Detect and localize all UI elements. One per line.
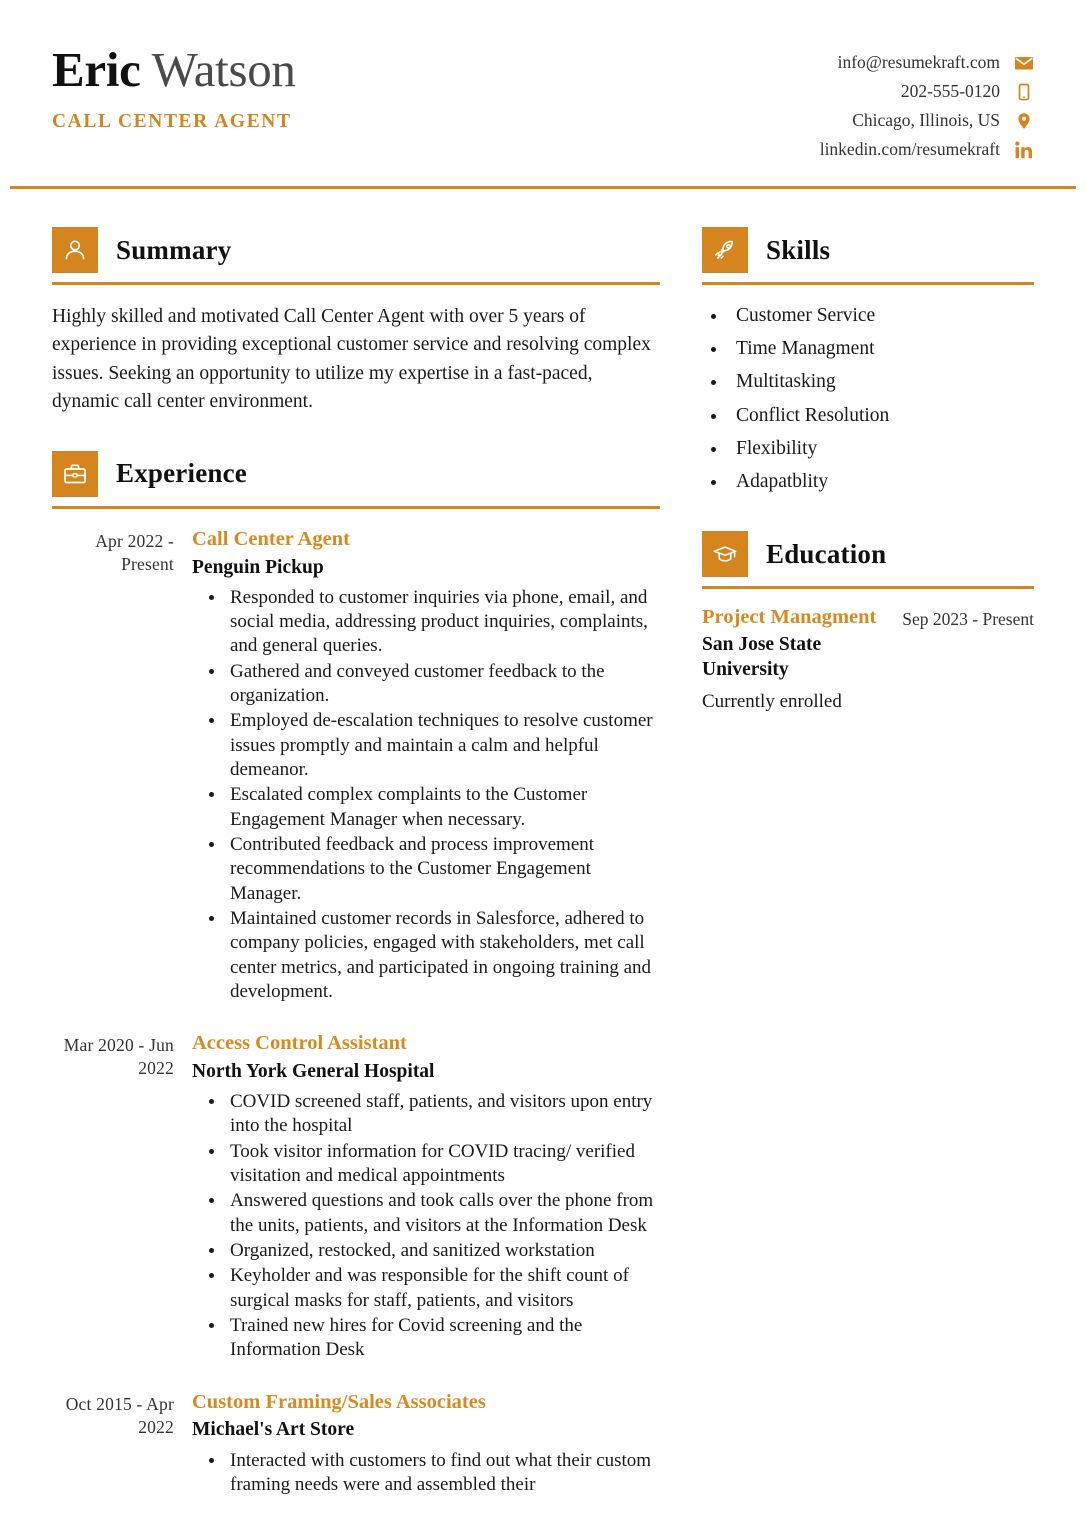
education-heading-row (702, 531, 1034, 577)
experience-bullets (192, 586, 660, 1004)
education-school: San Jose State University (702, 633, 822, 680)
section-experience (52, 451, 660, 1498)
experience-bullet: • Answered questions and took calls over the phone from the units, patients, and visitors at the Information Desk (226, 1189, 660, 1238)
experience-bullet: • Employed de-escalation techniques to resolve customer issues promptly and maintain a calm and helpful demeanor. (226, 709, 660, 782)
summary-heading-row (52, 227, 660, 273)
skill-item: • Adapatblity (728, 467, 1034, 497)
experience-item (52, 1390, 660, 1499)
section-summary (52, 227, 660, 417)
resume-header (0, 0, 1086, 160)
experience-company: Michael's Art Store (192, 1419, 355, 1441)
contact-item-email[interactable] (838, 52, 1034, 73)
map-pin-icon (1014, 111, 1034, 131)
education-item (702, 605, 1034, 714)
experience-rule (52, 506, 660, 509)
experience-company: Penguin Pickup (192, 556, 324, 578)
skill-item: • Time Managment (728, 334, 1034, 364)
envelope-icon (1014, 53, 1034, 73)
education-dates: Sep 2023 - Present (902, 609, 1034, 630)
experience-details (192, 1390, 660, 1499)
section-education (702, 531, 1034, 714)
experience-bullet: • Gathered and conveyed customer feedback to the organization. (226, 660, 660, 709)
experience-item (52, 1031, 660, 1363)
contact-item-location[interactable] (852, 110, 1034, 131)
last-name: Watson (151, 42, 296, 97)
experience-details (192, 1031, 660, 1363)
skill-item: • Customer Service (728, 301, 1034, 331)
graduation-cap-icon (702, 531, 748, 577)
education-heading: Education (766, 538, 887, 569)
education-details (702, 605, 892, 714)
contact-email-text: info@resumekraft.com (837, 52, 1000, 72)
experience-heading-row (52, 451, 660, 497)
contact-item-phone[interactable] (901, 81, 1034, 102)
experience-item (52, 527, 660, 1005)
name-block (52, 38, 296, 133)
experience-bullet: • Contributed feedback and process improvement recommendations to the Customer Engagement Manager. (226, 833, 660, 906)
skills-heading: Skills (766, 234, 831, 265)
linkedin-icon (1014, 140, 1034, 160)
experience-company: North York General Hospital (192, 1060, 435, 1082)
experience-bullet: • Interacted with customers to find out what their custom framing needs were and assembled their (226, 1449, 660, 1498)
skills-rule (702, 282, 1034, 285)
education-list (702, 605, 1034, 714)
experience-dates: Apr 2022 - Present (95, 530, 174, 575)
education-rule (702, 586, 1034, 589)
person-icon (52, 227, 98, 273)
briefcase-icon (52, 451, 98, 497)
contact-list (820, 38, 1034, 160)
experience-bullets (192, 1449, 660, 1498)
page-title (52, 44, 296, 95)
experience-role: Call Center Agent (192, 527, 350, 550)
experience-bullet: • Escalated complex complaints to the Customer Engagement Manager when necessary. (226, 783, 660, 832)
skill-item: • Flexibility (728, 434, 1034, 464)
experience-heading: Experience (116, 458, 247, 489)
summary-rule (52, 282, 660, 285)
experience-bullet: • Took visitor information for COVID tracing/ verified visitation and medical appointments (226, 1140, 660, 1189)
experience-list (52, 527, 660, 1498)
header-divider (10, 186, 1076, 189)
left-column (52, 227, 660, 1502)
contact-linkedin-text: linkedin.com/resumekraft (819, 139, 1000, 159)
experience-bullets (192, 1090, 660, 1362)
contact-phone-text: 202-555-0120 (900, 81, 1000, 101)
contact-location-text: Chicago, Illinois, US (852, 110, 1000, 130)
experience-role: Custom Framing/Sales Associates (192, 1390, 486, 1413)
experience-bullet: • Trained new hires for Covid screening and the Information Desk (226, 1314, 660, 1363)
contact-item-linkedin[interactable] (820, 139, 1034, 160)
mobile-phone-icon (1014, 82, 1034, 102)
summary-heading: Summary (116, 234, 232, 265)
experience-role: Access Control Assistant (192, 1032, 407, 1055)
education-degree: Project Managment (702, 606, 877, 629)
education-note: Currently enrolled (702, 690, 842, 712)
first-name: Eric (52, 42, 141, 97)
experience-dates: Oct 2015 - Apr 2022 (65, 1393, 174, 1437)
summary-text: Highly skilled and motivated Call Center Agent with over 5 years of experience in providing exceptional customer service and resolving complex issues. Seeking an opportunity to utilize my expertise in a fast-paced, dynamic call center environment. (52, 306, 651, 413)
experience-bullet: • Keyholder and was responsible for the shift count of surgical masks for staff, patients, and visitors (226, 1264, 660, 1313)
experience-details (192, 527, 660, 1005)
skills-heading-row (702, 227, 1034, 273)
resume-body (0, 227, 1086, 1502)
skill-item: • Conflict Resolution (728, 401, 1034, 431)
experience-bullet: • Maintained customer records in Salesforce, adhered to company policies, engaged with stakeholders, met call center metrics, and participated in ongoing training and development. (226, 907, 660, 1004)
experience-bullet: • Organized, restocked, and sanitized workstation (226, 1239, 660, 1263)
right-column (702, 227, 1034, 1502)
section-skills (702, 227, 1034, 497)
experience-dates: Mar 2020 - Jun 2022 (63, 1035, 174, 1079)
rocket-icon (702, 227, 748, 273)
skills-list (702, 301, 1034, 497)
experience-bullet: • COVID screened staff, patients, and visitors upon entry into the hospital (226, 1090, 660, 1139)
experience-bullet: • Responded to customer inquiries via phone, email, and social media, addressing product inquiries, complaints, and general queries. (226, 586, 660, 659)
job-title: CALL CENTER AGENT (52, 111, 292, 133)
skill-item: • Multitasking (728, 367, 1034, 397)
